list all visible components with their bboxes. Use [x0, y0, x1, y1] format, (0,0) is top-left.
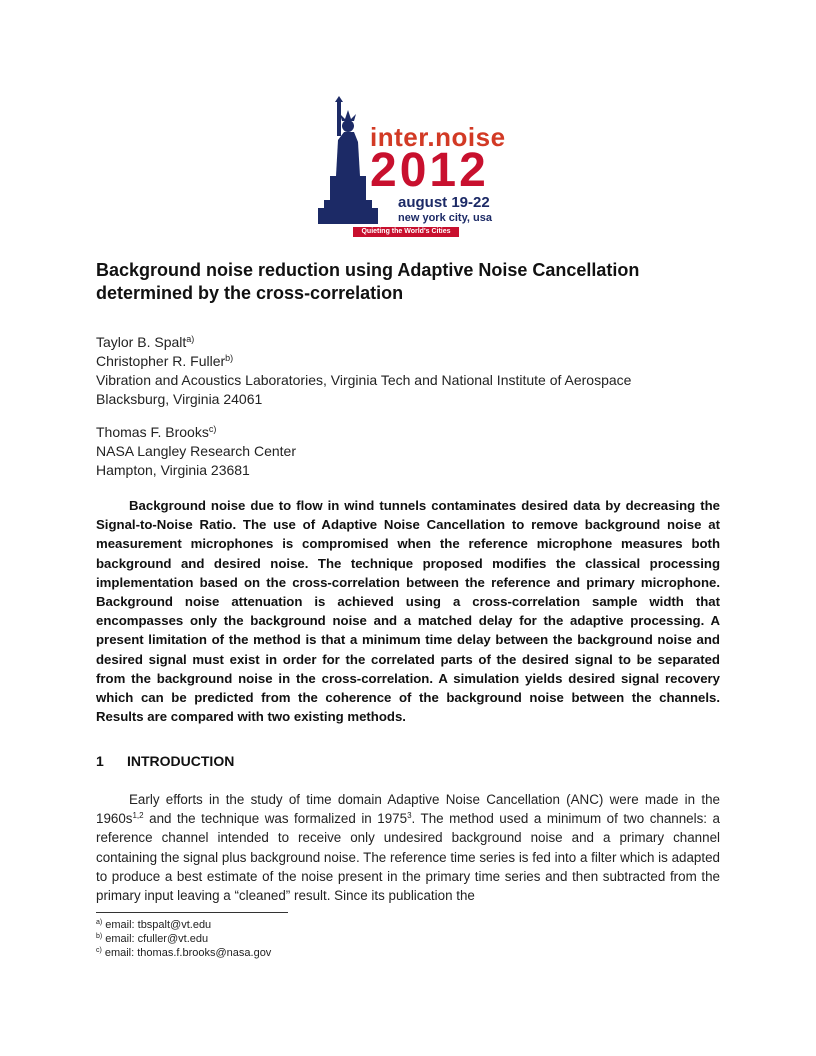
footnote [96, 932, 271, 946]
footnote-mark: b) [96, 933, 103, 940]
author-name: Thomas F. Brooks [96, 424, 209, 440]
footnote-mark: a) [96, 919, 103, 926]
body-text-part: . The method used a minimum of two channels: a reference channel intended to receive only undesired background noise and a primary channel containing the signal plus background noise. The reference time series is fed into a filter which is adapted to produce a best estimate of the noise present in the primary time series and then subtracted from the primary input leaving a “cleaned” result. Since its publication the [96, 811, 720, 904]
section-title: INTRODUCTION [127, 753, 235, 769]
introduction-paragraph [96, 790, 720, 905]
footnote [96, 918, 271, 932]
footnote-text: email: tbspalt@vt.edu [105, 919, 212, 931]
footnote-mark: c) [208, 424, 217, 434]
author-line [96, 333, 631, 352]
citation-ref: 3 [407, 811, 412, 821]
logo-name: inter.noise [370, 122, 506, 152]
footnote [96, 946, 271, 960]
footnote-mark: b) [225, 353, 234, 363]
location: Hampton, Virginia 23681 [96, 462, 250, 478]
body-text-part: and the technique was formalized in 1975 [143, 811, 408, 827]
logo-tagline: Quieting the World's Cities [353, 227, 459, 237]
location: Blacksburg, Virginia 24061 [96, 391, 263, 407]
footnote-text: email: thomas.f.brooks@nasa.gov [104, 947, 272, 959]
author-line [96, 423, 296, 442]
section-heading [96, 753, 234, 769]
logo-city: new york city, usa [398, 212, 492, 224]
affiliation: Vibration and Acoustics Laboratories, Virginia Tech and National Institute of Aerospace [96, 372, 632, 388]
citation-ref: 1,2 [132, 811, 144, 821]
abstract: Background noise due to flow in wind tunnels contaminates desired data by decreasing the Signal-to-Noise Ratio. The use of Adaptive Noise Cancellation to remove background noise at measurement microphones is compromised when the reference microphone measures both background and desired noise. The technique proposed modifies the classical processing implementation based on the cross-correlation between the reference and primary microphone. Background noise attenuation is achieved using a cross-correlation sample width that encompasses only the background noise and a matched delay for the adaptive processing. A present limitation of the method is that a minimum time delay between the background noise and desired signal must exist in order for the correlated parts of the desired signal to be separated from the background noise in the cross-correlation. A simulation yields desired signal recovery which can be predicted from the coherence of the background noise between the channels. Results are compared with two existing methods. [96, 498, 720, 725]
statue-of-liberty-icon [318, 96, 378, 224]
logo-year: 2012 [370, 144, 489, 197]
affiliation: NASA Langley Research Center [96, 443, 296, 459]
section-number: 1 [96, 753, 104, 769]
paper-title: Background noise reduction using Adaptive Noise Cancellation determined by the cross-correlation [96, 260, 640, 303]
footnote-text: email: cfuller@vt.edu [105, 933, 209, 945]
footnote-divider [96, 912, 288, 913]
author-block-1 [96, 333, 631, 409]
author-block-2 [96, 423, 296, 480]
footnote-mark: a) [186, 334, 195, 344]
footnotes [96, 918, 271, 960]
logo-dates: august 19-22 [398, 194, 490, 211]
author-name: Christopher R. Fuller [96, 353, 226, 369]
author-name: Taylor B. Spalt [96, 334, 187, 350]
body-text-part: Early efforts in the study of time domain Adaptive Noise Cancellation (ANC) were made in the 1960s [96, 792, 720, 827]
footnote-mark: c) [96, 947, 102, 954]
conference-logo [318, 96, 504, 242]
author-line [96, 352, 631, 371]
